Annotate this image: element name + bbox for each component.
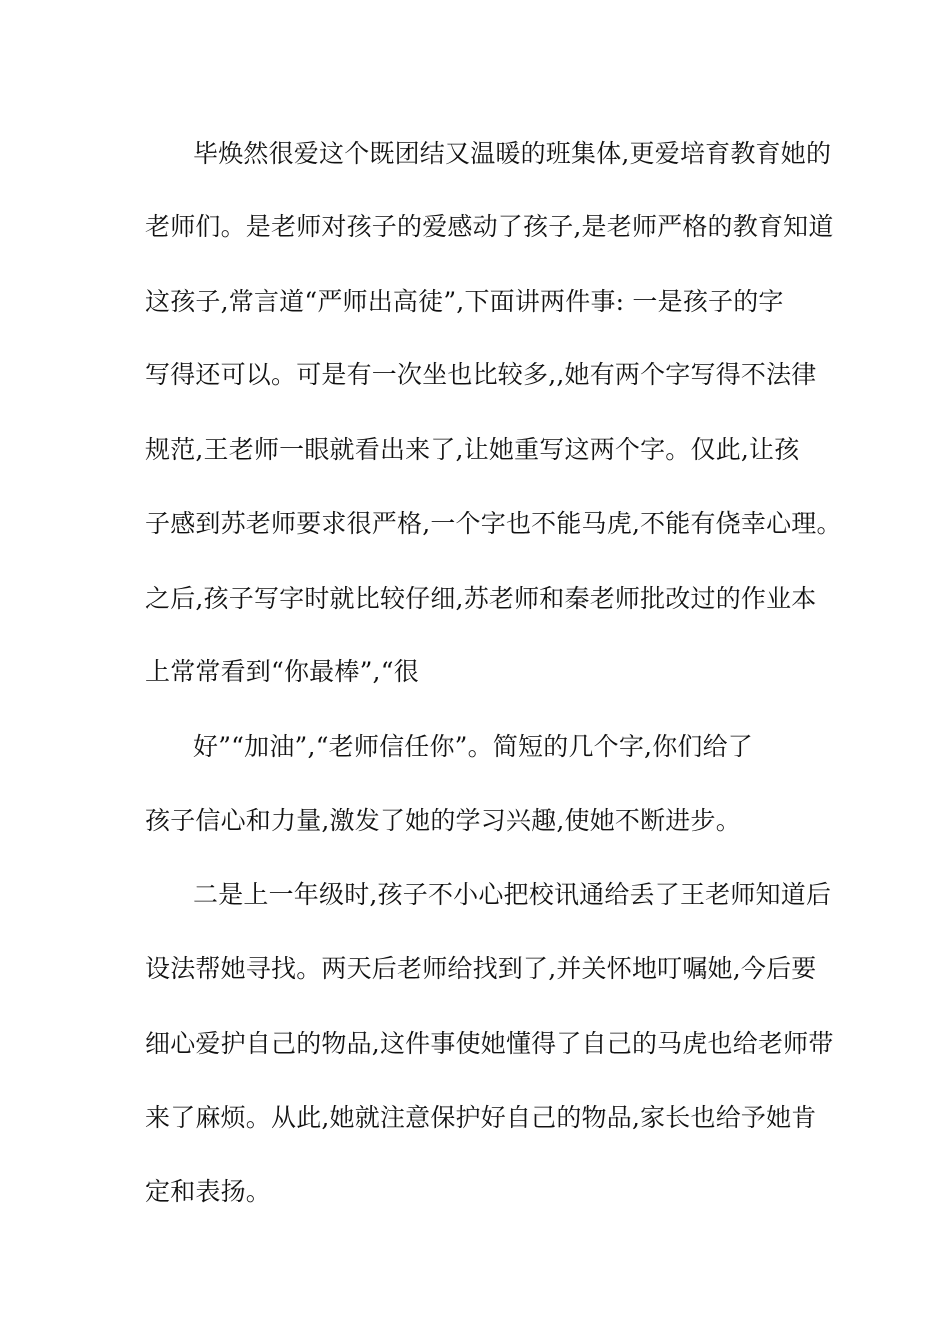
paragraph-line: 老师们。是老师对孩子的爱感动了孩子,是老师严格的教育知道 [145, 212, 834, 241]
paragraph-line: 定和表扬。 [145, 1177, 272, 1206]
paragraph-line: 这孩子,常言道“严师出高徒”,下面讲两件事: 一是孩子的字 [145, 287, 784, 316]
paragraph-line: 之后,孩子写字时就比较仔细,苏老师和秦老师批改过的作业本 [145, 584, 817, 613]
paragraph-line: 来了麻烦。从此,她就注意保护好自己的物品,家长也给予她肯 [145, 1103, 817, 1132]
paragraph-line: 上常常看到“你最棒”,“很 [145, 657, 419, 686]
paragraph-line: 孩子信心和力量,激发了她的学习兴趣,使她不断进步。 [145, 806, 741, 835]
paragraph-line: 子感到苏老师要求很严格,一个字也不能马虎,不能有侥幸心理。 [145, 509, 842, 538]
paragraph-line: 写得还可以。可是有一次坐也比较多,,她有两个字写得不法律 [145, 360, 817, 389]
paragraph-line: 二是上一年级时,孩子不小心把校讯通给丢了王老师知道后 [193, 880, 832, 909]
paragraph-line: 好”“加油”,“老师信任你”。简短的几个字,你们给了 [193, 732, 753, 761]
paragraph-line: 毕焕然很爱这个既团结又温暖的班集体,更爱培育教育她的 [193, 139, 832, 168]
paragraph-line: 设法帮她寻找。两天后老师给找到了,并关怀地叮嘱她,今后要 [145, 954, 817, 983]
paragraph-line: 规范,王老师一眼就看出来了,让她重写这两个字。仅此,让孩 [145, 435, 800, 464]
paragraph-line: 细心爱护自己的物品,这件事使她懂得了自己的马虎也给老师带 [145, 1029, 834, 1058]
